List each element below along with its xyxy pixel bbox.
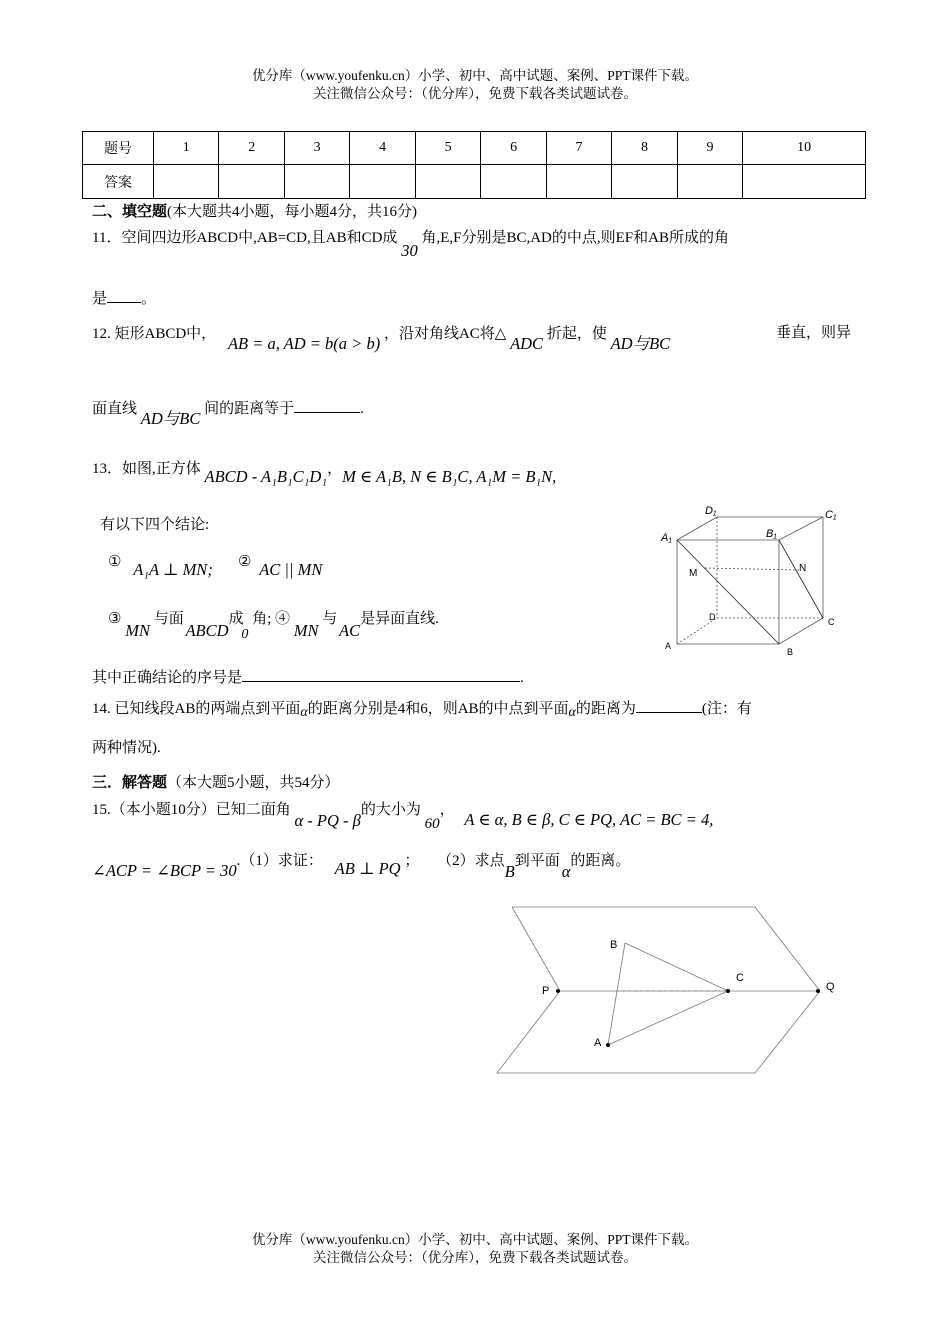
table-row <box>83 132 866 165</box>
answer-cell[interactable] <box>743 165 866 199</box>
dihedral-figure <box>490 900 850 1080</box>
q13-conclusion-3-4 <box>108 608 439 642</box>
header-line-1: 优分库（www.youfenku.cn）小学、初中、高中试题、案例、PPT课件下载。 <box>251 68 699 83</box>
section-2-heading <box>92 202 417 222</box>
point-P <box>556 989 560 993</box>
q13-math: ABCD <box>185 621 229 640</box>
cube-label-A: A <box>665 641 672 651</box>
header-line-2: 关注微信公众号：（优分库），免费下载各类试题试卷。 <box>313 86 637 101</box>
row-label-question-number: 题号 <box>83 132 154 165</box>
q12-text: 面直线 <box>92 401 138 417</box>
q11-angle: 30 <box>401 241 418 260</box>
cube-label-N: N <box>799 563 807 574</box>
q12-text: ，沿对角线AC将△ <box>383 326 507 342</box>
q15-math: α - PQ - β <box>294 811 361 830</box>
q14-text: (注：有 <box>701 701 752 717</box>
cube-figure <box>655 500 855 660</box>
q13-text: 角; <box>252 611 272 627</box>
q12-line-1 <box>92 323 671 353</box>
q15-math: AB ⊥ PQ <box>334 859 401 878</box>
q13-num: ④ <box>275 611 291 627</box>
answer-cell[interactable] <box>415 165 480 199</box>
q15-line-1 <box>92 799 714 832</box>
section-2-title: 二、填空题 <box>92 204 168 220</box>
q12-text: 垂直，则异 <box>776 325 852 341</box>
q12-text: 间的距离等于 <box>204 401 295 417</box>
q13-math: A₁A ⊥ MN; <box>133 560 213 579</box>
q15-math: ∠ACP = ∠BCP = 30 <box>92 861 237 880</box>
q14-text: 14. 已知线段AB的两端点到平面 <box>92 701 301 717</box>
q13-num: ② <box>238 554 252 570</box>
figure-label-A: A <box>594 1037 602 1049</box>
q12-math: AD与BC <box>610 334 671 353</box>
q11-text: 是 <box>92 291 108 307</box>
point-A <box>606 1043 610 1047</box>
q12-math: AD与BC <box>140 409 201 428</box>
q15-text: ， <box>439 802 455 818</box>
row-label-answer: 答案 <box>83 165 154 199</box>
q13-math: ABCD - A₁B₁C₁D₁ <box>204 467 328 486</box>
q14-text: 的距离为 <box>575 701 636 717</box>
cube-label-B: B <box>787 647 794 657</box>
table-cell: 1 <box>154 132 219 165</box>
q14-alpha: α <box>300 705 308 720</box>
q13-math: AC || MN <box>259 560 323 579</box>
cube-label-M: M <box>689 568 698 579</box>
q13-text: 是异面直线. <box>360 611 439 627</box>
q13-intro: 有以下四个结论: <box>100 517 210 533</box>
q11-text: 11．空间四边形ABCD中,AB=CD,且AB和CD成 <box>92 230 398 246</box>
q14-text: 两种情况). <box>92 740 161 756</box>
answer-cell[interactable] <box>612 165 677 199</box>
q12-text: 折起，使 <box>546 326 607 342</box>
table-cell: 8 <box>612 132 677 165</box>
q13-text: 与面 <box>153 611 184 627</box>
table-cell: 4 <box>350 132 415 165</box>
table-cell: 6 <box>481 132 546 165</box>
answer-table <box>82 131 866 199</box>
cube-label-C: C <box>828 617 835 627</box>
q12-text: 12. 矩形ABCD中， <box>92 326 217 342</box>
table-cell: 5 <box>415 132 480 165</box>
q11-line-2 <box>92 288 156 309</box>
q15-text: （2）求点 <box>437 853 505 869</box>
answer-cell[interactable] <box>219 165 284 199</box>
q15-text: 的距离。 <box>570 853 631 869</box>
cube-label-C1: C₁ <box>825 509 837 521</box>
q15-math: 60 <box>424 816 440 832</box>
section-2-desc: (本大题共4小题，每小题4分，共16分) <box>167 204 418 220</box>
q13-text: 其中正确结论的序号是 <box>92 670 243 686</box>
q12-line-2 <box>92 398 364 428</box>
table-cell: 9 <box>677 132 742 165</box>
q13-text: ， <box>327 461 343 477</box>
answer-cell[interactable] <box>284 165 349 199</box>
q13-answer-blank[interactable] <box>242 667 520 682</box>
answer-cell[interactable] <box>677 165 742 199</box>
q13-math: MN <box>125 621 150 640</box>
footer-line-1: 优分库（www.youfenku.cn）小学、初中、高中试题、案例、PPT课件下载。 <box>251 1232 699 1247</box>
q13-conclusion-2 <box>238 551 323 579</box>
section-3-desc: （本大题5小题，共54分） <box>167 775 340 791</box>
q13-line-1 <box>92 458 557 486</box>
q15-text: ； <box>404 853 420 869</box>
q15-line-2 <box>92 850 631 881</box>
q13-math: AC <box>339 621 361 640</box>
answer-cell[interactable] <box>546 165 611 199</box>
answer-cell[interactable] <box>350 165 415 199</box>
point-Q <box>816 989 820 993</box>
q11-line-1 <box>92 227 729 260</box>
q14-line-1 <box>92 698 752 720</box>
q13-conclusion-1 <box>108 551 213 579</box>
q11-text: 角,E,F分别是BC,AD的中点,则EF和AB所成的角 <box>421 230 729 246</box>
table-cell: 10 <box>743 132 866 165</box>
q13-math: MN <box>293 621 319 640</box>
q14-alpha: α <box>568 705 576 720</box>
cube-label-D1: D₁ <box>705 505 717 517</box>
q12-math: AB = a, AD = b(a > b) <box>227 334 381 353</box>
cube-label-A1: A₁ <box>661 532 672 544</box>
footer-line-2: 关注微信公众号：（优分库），免费下载各类试题试卷。 <box>313 1250 637 1265</box>
section-3-heading <box>92 773 340 793</box>
table-cell: 7 <box>546 132 611 165</box>
q15-math: B <box>504 862 515 881</box>
figure-label-P: P <box>542 985 550 997</box>
point-C <box>726 989 730 993</box>
q13-text: 与 <box>322 611 338 627</box>
q15-text: 15.（本小题10分）已知二面角 <box>92 802 291 818</box>
q15-math: A ∈ α, B ∈ β, C ∈ PQ, AC = BC = 4, <box>464 810 714 829</box>
q14-answer-blank[interactable] <box>636 698 702 713</box>
q15-text: 到平面 <box>514 853 560 869</box>
section-3-title: 三．解答题 <box>92 775 168 791</box>
cube-label-D: D <box>709 612 716 622</box>
figure-label-Q: Q <box>826 981 835 993</box>
q13-num: ③ <box>108 611 122 627</box>
figure-label-B: B <box>610 939 618 951</box>
q11-text: 。 <box>141 291 157 307</box>
q14-text: 的距离分别是4和6，则AB的中点到平面 <box>307 701 569 717</box>
answer-cell[interactable] <box>154 165 219 199</box>
q13-text: . <box>520 670 524 686</box>
q13-text: 成 <box>228 611 244 627</box>
table-cell: 2 <box>219 132 284 165</box>
q13-num: ① <box>108 554 122 570</box>
q13-answer-line <box>92 667 524 688</box>
figure-label-C: C <box>736 972 744 984</box>
table-row <box>83 165 866 199</box>
q13-math: M ∈ A₁B, N ∈ B₁C, A₁M = B₁N, <box>342 467 557 486</box>
q12-text: . <box>360 401 364 417</box>
q13-math: 0 <box>241 627 249 642</box>
q11-answer-blank[interactable] <box>107 288 141 303</box>
q15-text: 的大小为 <box>360 802 421 818</box>
q12-answer-blank[interactable] <box>294 398 360 413</box>
q13-text: 13．如图,正方体 <box>92 461 201 477</box>
q12-math: ADC <box>510 334 544 353</box>
cube-label-B1: B₁ <box>766 528 777 540</box>
q15-text: .（1）求证： <box>236 853 323 869</box>
answer-cell[interactable] <box>481 165 546 199</box>
table-cell: 3 <box>284 132 349 165</box>
q15-math: α <box>561 862 571 881</box>
